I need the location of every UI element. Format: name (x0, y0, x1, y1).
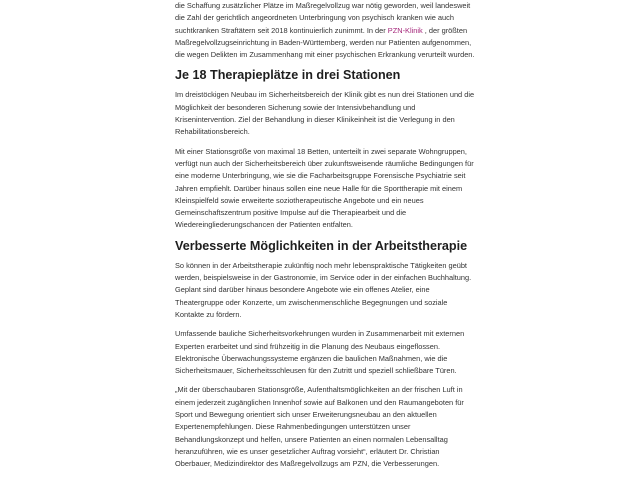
paragraph-sicherheit: Umfassende bauliche Sicherheitsvorkehrungen wurden in Zusammenarbeit mit externen Experten erarbeitet und sind frühzeitig in die Planung des Neubaus eingeflossen. Elektronische Überwachungssysteme ergänzen die baulichen Maßnahmen, wie die Sicherheitsmauer, Sicherheitsschleusen für den Zutritt und speziell schließbare Türen. (175, 329, 465, 376)
section-heading-arbeitstherapie: Verbesserte Möglichkeiten in der Arbeitstherapie (175, 238, 468, 253)
article-body (175, 0, 475, 478)
intro-text-after: , der größten Maßregelvollzugseinrichtung in Baden-Württemberg, werden nur Patienten aufgenommen, die wegen Delikten im Zusammenhang mit einer psychischen Erkrankung verurteilt wurden. (175, 25, 475, 60)
paragraph-arbeitstherapie: So können in der Arbeitstherapie zukünftig noch mehr lebenspraktische Tätigkeiten geübt werden, beispielsweise in der Gastronomie, im Service oder in der einfachen Buchhaltung. Geplant sind darüber hinaus besondere Angebote wie ein offenes Atelier, eine Theatergruppe oder Konzerte, um zwischenmenschliche Begegnungen und soziale Kontakte zu fördern. (175, 260, 472, 319)
intro-text-before: die Schaffung zusätzlicher Plätze im Maßregelvollzug war nötig geworden, weil landesweit die Zahl der gerichtlich angeordneten Unterbringung von psychisch kranken wie auch suchtkranken Straftätern seit 2018 kontinuierlich zunimmt. In der (175, 1, 471, 35)
paragraph-neubau: Im dreistöckigen Neubau im Sicherheitsbereich der Klinik gibt es nun drei Stationen und die Möglichkeit der besonderen Sicherung sowie der Intensivbehandlung und Krisenintervention. Ziel der Behandlung in dieser Klinikeinheit ist die Verlegung in den Rehabilitationsbereich. (175, 90, 475, 137)
paragraph-zitat: „Mit der überschaubaren Stationsgröße, Aufenthaltsmöglichkeiten an der frischen Luft in einem jederzeit zugänglichen Innenhof sowie auf Balkonen und den Raumangeboten für Sport und Bewegung orientiert sich unser Erweiterungsneubau an den aktuellen Expertenempfehlungen. Diese Rahmenbedingungen unterstützen unser Behandlungskonzept und helfen, unsere Patienten an einen normalen Lebensalltag heranzuführen, wie es unser gesetzlicher Auftrag vorsieht“, erläutert Dr. Christian Oberbauer, Medizindirektor des Maßregelvollzugs am PZN, die Verbesserungen. (175, 385, 464, 469)
paragraph-stationsgroesse: Mit einer Stationsgröße von maximal 18 Betten, unterteilt in zwei separate Wohngruppen, verfügt nun auch der Sicherheitsbereich über zukunftsweisende räumliche Bedingungen für eine moderne Unterbringung, wie sie die Facharbeitsgruppe Forensische Psychiatrie seit Jahren empfiehlt. Darüber hinaus sollen eine neue Halle für die Sporttherapie mit einem Kleinspielfeld sowie erweiterte soziotherapeutische Angebote und ein neues Gemeinschaftszentrum positive Impulse auf die Therapiearbeit und die Wiedereingliederungschancen der Patienten entfalten. (175, 146, 474, 230)
intro-paragraph (175, 0, 475, 61)
pzn-klinik-link[interactable]: PZN-Klinik (387, 25, 423, 35)
section-heading-therapieplaetze: Je 18 Therapieplätze in drei Stationen (175, 68, 401, 83)
